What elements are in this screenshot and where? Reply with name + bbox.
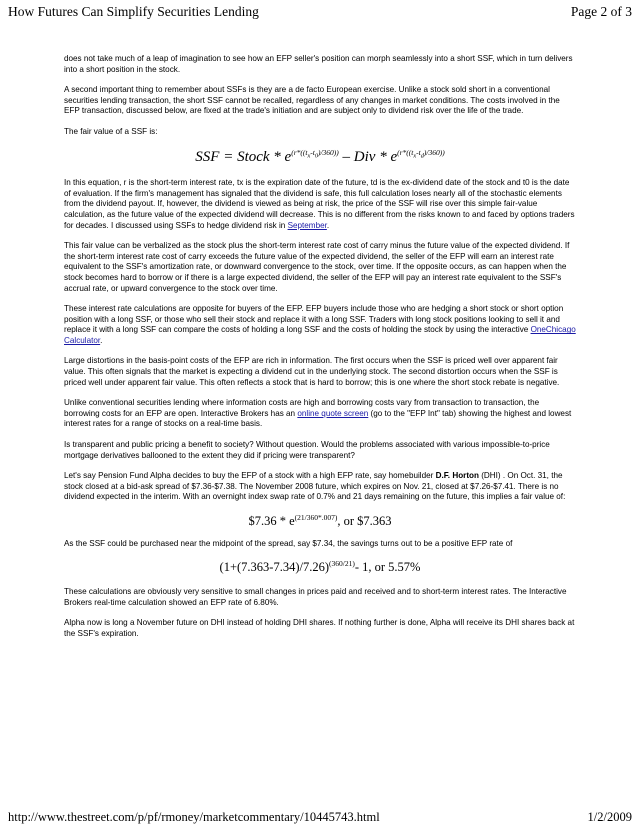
paragraph-12: These calculations are obviously very sensitive to small changes in prices paid and received and to short-term interest rates. The Interactive Brokers real-time calculation showed an EFP rate of 6.80%.	[64, 587, 567, 607]
dhi-company-name: D.F. Horton	[435, 471, 479, 481]
dhi-fair-value-equation: $7.36 * $e^{(21/360*.007)}$, or $7.363	[248, 513, 392, 529]
page-header	[8, 4, 632, 20]
header-title: How Futures Can Simplify Securities Lending	[8, 4, 259, 19]
paragraph-1: does not take much of a leap of imagination to see how an EFP seller's position can morph seamlessly into a short SSF, which in turn delivers into a short position in the stock.	[64, 54, 573, 74]
paragraph-6: These interest rate calculations are opposite for buyers of the EFP. EFP buyers include those who are hedging a short stock or short option position with a long SSF, or those who sell their stock and replace it with a long SSF. Traders with long stock positions looking to sell it and replace it with a long SSF can compare the costs of holding a long SSF and the costs of holding the stock by using the interactive OneChicago Calculator.	[64, 304, 576, 345]
paragraph-2: A second important thing to remember about SSFs is they are a de facto European exercise. Unlike a stock sold short in a conventional securities lending transaction, the short SSF cannot be recalled, regardless of any changes in market conditions. The costs involved in the EFP transaction, discussed below, are fixed at the trade's initiation and are subject only to dividend risk over the life of the trade.	[64, 85, 560, 116]
paragraph-5: This fair value can be verbalized as the stock plus the short-term interest rate cost of carry minus the future value of the expected dividend. If the short-term interest rate cost of carry exceeds the future value of the expected dividend, the seller of the EFP will earn an interest rate equivalent to the SSF's amortization rate, or downward convergence to the stock, over time. If the opposite occurs, as can happen when the stock becomes hard to borrow or if there is a large expected dividend, the seller of the EFP will pay an interest rate equivalent to the SSF's accrual rate, or upward convergence to the stock over time.	[64, 241, 570, 293]
paragraph-9: Is transparent and public pricing a benefit to society? Without question. Would the problems associated with various impossible-to-price mortgage derivatives ballooned to the extent they did if pricing were transparent?	[64, 440, 550, 460]
fair-value-equation	[64, 148, 576, 163]
paragraph-10: Let's say Pension Fund Alpha decides to buy the EFP of a stock with a high EFP rate, say homebuilder D.F. Horton (DHI) . On Oct. 31, the stock closed at a bid-ask spread of $7.36-$7.38. The November 2008 future, which expires on Nov. 21, closed at $7.26-$7.41. There is no dividend expected in the interim. With an overnight index swap rate of 0.7% and 21 days remaining on the future, this implies a fair value of:	[64, 471, 566, 502]
online-quote-screen-link[interactable]: online quote screen	[297, 408, 369, 418]
september-link[interactable]: September	[287, 220, 327, 230]
paragraph-8: Unlike conventional securities lending where information costs are high and borrowing costs vary from transaction to transaction, the borrowing costs for an EFP are open. Interactive Brokers has an online quote screen (go to the "EFP Int" tab) showing the highest and lowest interest rates for a range of stocks on a real-time basis.	[64, 398, 572, 429]
eq1-exponent-2: (r*((tx-td)/360))	[397, 147, 445, 160]
onechicago-calculator-link[interactable]: OneChicago Calculator	[64, 325, 576, 345]
paragraph-13: Alpha now is long a November future on DHI instead of holding DHI shares. If nothing further is done, Alpha will receive its DHI shares back at the SSF's expiration.	[64, 618, 575, 638]
eq1-lhs: SSF = Stock * e	[195, 148, 292, 165]
eq1-mid: – Div * e	[338, 148, 398, 165]
paragraph-7: Large distortions in the basis-point costs of the EFP are rich in information. The first occurs when the SSF is priced well over apparent fair value. This often signals that the market is expecting a dividend cut in the underlying stock. The second distortion occurs when the SSF is priced well under apparent fair value. This often reflects a stock that is hard to borrow; this is one where the short stock rebate is negative.	[64, 356, 560, 387]
footer-url: http://www.thestreet.com/p/pf/rmoney/marketcommentary/10445743.html	[8, 810, 380, 824]
efp-rate-equation: $(1+(7.363-7.34)/7.26)^{(360/21)}-$ 1, or 5.57%	[219, 559, 421, 575]
article-body	[64, 54, 576, 649]
footer-date: 1/2/2009	[587, 810, 632, 824]
paragraph-11: As the SSF could be purchased near the midpoint of the spread, say $7.34, the savings turns out to be a positive EFP rate of	[64, 538, 513, 548]
paragraph-4: In this equation, r is the short-term interest rate, tx is the expiration date of the future, td is the ex-dividend date of the stock and t0 is the date of evaluation. If the firm's management has signaled that the dividend is safe, this full calculation loses nearly all of the stochastic elements from the dividend payout. If, however, the dividend is viewed as being at risk, the price of the SSF will rise over this simple fair-value calculation, as the future value of the expected dividend will decrease. This is no different from the risks known to and faced by options traders for decades. I discussed using SSFs to hedge dividend risk in September.	[64, 178, 575, 230]
page-footer	[8, 810, 632, 825]
header-page-number: Page 2 of 3	[570, 4, 632, 19]
paragraph-3: The fair value of a SSF is:	[64, 126, 158, 136]
eq1-exponent-1: (r*((tx-t0)/360))	[291, 147, 339, 160]
